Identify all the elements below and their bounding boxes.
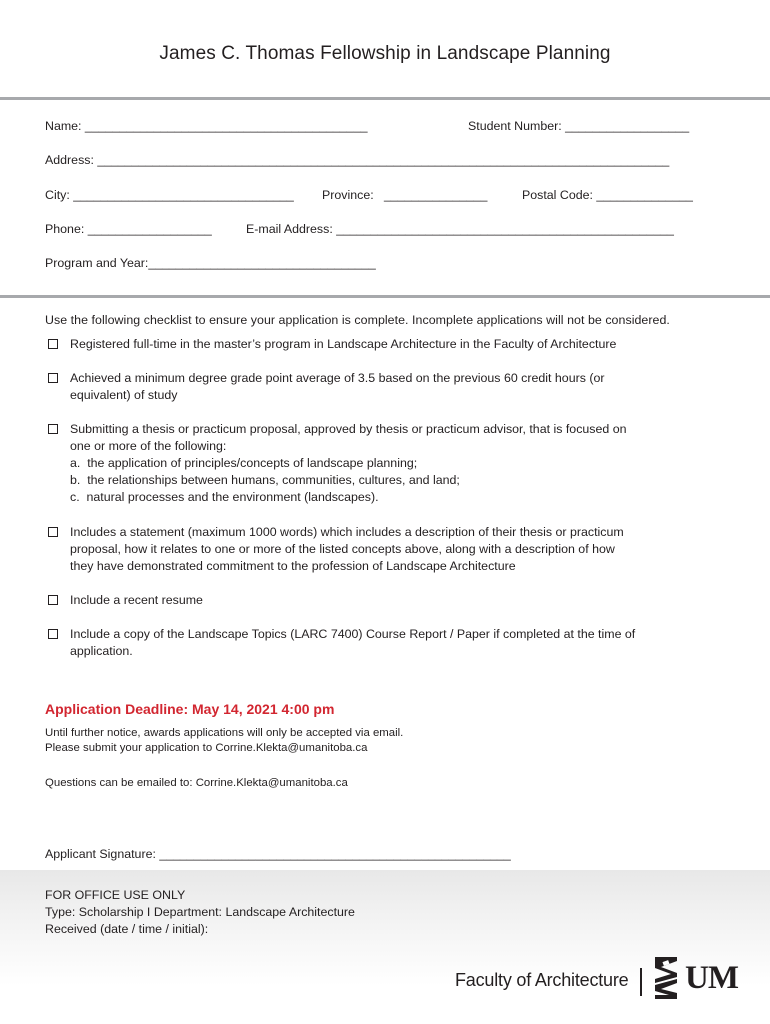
divider — [0, 97, 770, 100]
phone-field[interactable]: Phone: __________________ — [45, 222, 212, 236]
notice-line: Please submit your application to Corrine.Klekta@umanitoba.ca — [45, 742, 368, 754]
um-crest-icon — [651, 955, 681, 1001]
checklist-item — [45, 626, 745, 660]
checklist-item — [45, 592, 745, 609]
checklist-item — [45, 421, 745, 506]
form-title: James C. Thomas Fellowship in Landscape Planning — [159, 43, 611, 64]
office-received: Received (date / time / initial): — [45, 922, 209, 936]
checkbox[interactable] — [48, 595, 58, 605]
postal-code-field[interactable]: Postal Code: ______________ — [522, 188, 693, 202]
signature-field[interactable]: Applicant Signature: ___________________________________________________ — [45, 847, 511, 861]
um-logo-text: UM — [685, 960, 738, 996]
questions-note: Questions can be emailed to: Corrine.Klekta@umanitoba.ca — [45, 777, 348, 789]
divider — [0, 295, 770, 298]
checkbox[interactable] — [48, 527, 58, 537]
city-field[interactable]: City: ________________________________ — [45, 188, 294, 202]
checklist-item-text: b. the relationships between humans, communities, cultures, and land; — [70, 473, 460, 487]
checkbox[interactable] — [48, 424, 58, 434]
checklist-item — [45, 524, 745, 575]
checklist-item-text: Submitting a thesis or practicum proposal, approved by thesis or practicum advisor, that is focused on — [70, 422, 627, 436]
office-heading: FOR OFFICE USE ONLY — [45, 888, 186, 902]
checklist-item-text: application. — [70, 644, 133, 658]
application-deadline: Application Deadline: May 14, 2021 4:00 pm — [45, 701, 335, 717]
checklist-item-text: proposal, how it relates to one or more of the listed concepts above, along with a description of how — [70, 542, 615, 556]
checkbox[interactable] — [48, 339, 58, 349]
notice-line: Until further notice, awards applications will only be accepted via email. — [45, 727, 404, 739]
checklist-item-text: Registered full-time in the master’s program in Landscape Architecture in the Faculty of Architecture — [70, 337, 617, 351]
checklist-item-text: Include a recent resume — [70, 593, 203, 607]
email-field[interactable]: E-mail Address: _________________________________________________ — [246, 222, 674, 236]
faculty-name: Faculty of Architecture — [455, 970, 629, 990]
checklist-item-text: c. natural processes and the environment (landscapes). — [70, 490, 379, 504]
checkbox[interactable] — [48, 373, 58, 383]
checklist-item-text: Achieved a minimum degree grade point average of 3.5 based on the previous 60 credit hours (or — [70, 371, 605, 385]
brand-separator — [640, 968, 642, 996]
checklist-item-text: Includes a statement (maximum 1000 words) which includes a description of their thesis or practicum — [70, 525, 624, 539]
student-number-field[interactable]: Student Number: __________________ — [468, 119, 690, 133]
checklist-item — [45, 370, 745, 404]
checklist-intro: Use the following checklist to ensure your application is complete. Incomplete applications will not be considered. — [45, 313, 670, 327]
office-type: Type: Scholarship I Department: Landscape Architecture — [45, 905, 355, 919]
address-field[interactable]: Address: ___________________________________________________________________________________ — [45, 153, 670, 167]
checklist-item-text: equivalent) of study — [70, 388, 178, 402]
checklist-item-text: Include a copy of the Landscape Topics (LARC 7400) Course Report / Paper if completed at the time of — [70, 627, 636, 641]
checklist-item — [45, 336, 745, 353]
checkbox[interactable] — [48, 629, 58, 639]
checklist-item-text: a. the application of principles/concepts of landscape planning; — [70, 456, 418, 470]
name-field[interactable]: Name: _________________________________________ — [45, 119, 368, 133]
checklist-item-text: they have demonstrated commitment to the profession of Landscape Architecture — [70, 559, 516, 573]
checklist-item-text: one or more of the following: — [70, 439, 227, 453]
province-field[interactable]: Province: _______________ — [322, 188, 488, 202]
program-year-field[interactable]: Program and Year:_________________________________ — [45, 256, 376, 270]
